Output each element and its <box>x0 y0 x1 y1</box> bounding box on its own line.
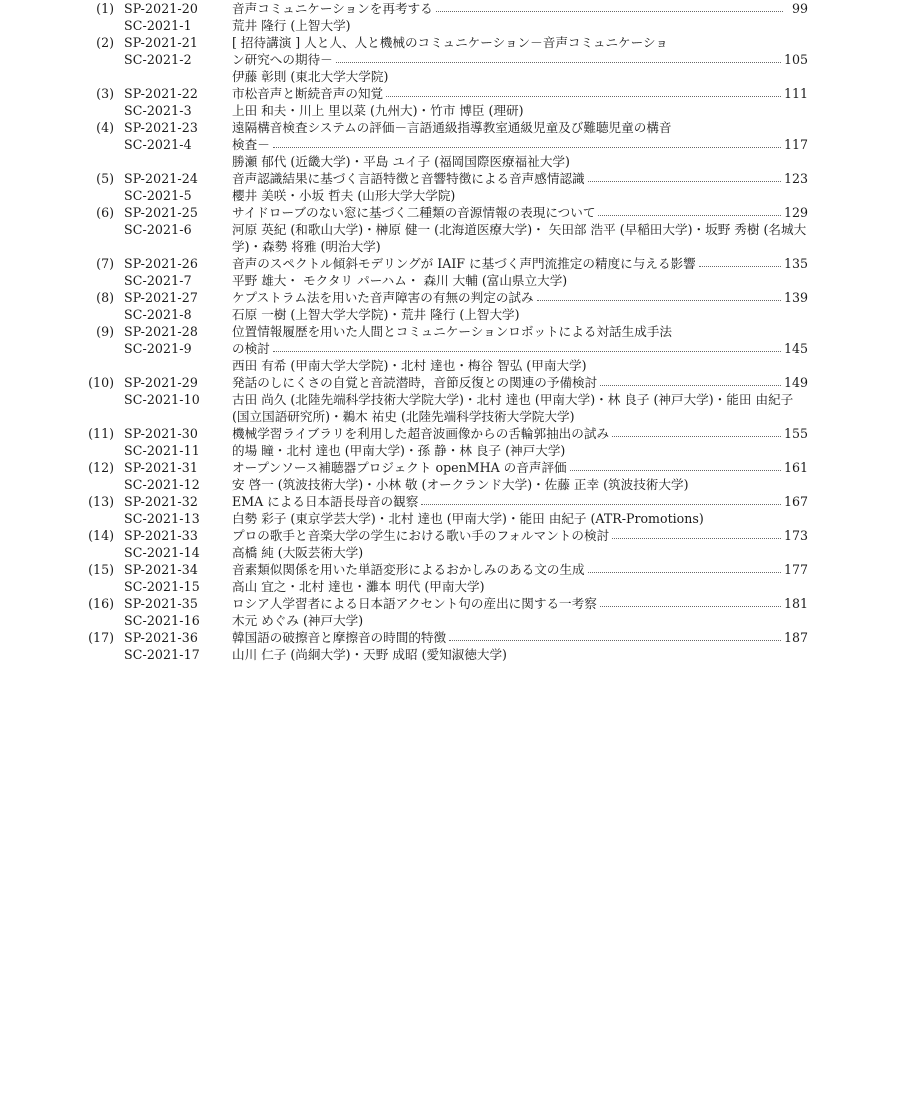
sp-code: SP-2021-23 <box>124 120 198 135</box>
entry-authors: 上田 和夫・川上 里以菜 (九州大)・竹市 博臣 (理研) <box>232 103 524 118</box>
sp-code: SP-2021-31 <box>124 460 198 475</box>
entry-number: (7) <box>96 256 114 271</box>
page-number: 155 <box>783 426 808 441</box>
entry-number: (13) <box>88 494 114 509</box>
toc-entry <box>0 85 920 119</box>
entry-title: プロの歌手と音楽大学の学生における歌い手のフォルマントの検討 <box>232 528 610 543</box>
entry-number: (16) <box>88 596 114 611</box>
entry-number: (3) <box>96 86 114 101</box>
sc-code: SC-2021-1 <box>124 18 192 33</box>
dot-leader <box>612 435 781 437</box>
entry-number: (4) <box>96 120 114 135</box>
sp-code: SP-2021-22 <box>124 86 198 101</box>
page-number: 181 <box>783 596 808 611</box>
entry-title-row <box>232 170 808 187</box>
entry-title-row <box>232 204 808 221</box>
toc-entry <box>0 425 920 459</box>
entry-number: (9) <box>96 324 114 339</box>
entry-authors: 古田 尚久 (北陸先端科学技術大学院大学)・北村 達也 (甲南大学)・林 良子 (神戸大学)・能田 由紀子 (国立国語研究所)・鵜木 祐史 (北陸先端科学技術大学院大学) <box>232 392 794 424</box>
entry-number: (12) <box>88 460 114 475</box>
entry-number: (6) <box>96 205 114 220</box>
entry-title: サイドローブのない窓に基づく二種類の音源情報の表現について <box>232 205 596 220</box>
sc-code: SC-2021-10 <box>124 392 200 407</box>
entry-authors: 白勢 彩子 (東京学芸大学)・北村 達也 (甲南大学)・能田 由紀子 (ATR-Promotions) <box>232 511 704 526</box>
toc-entry <box>0 527 920 561</box>
sp-code: SP-2021-25 <box>124 205 198 220</box>
sp-code: SP-2021-33 <box>124 528 198 543</box>
entry-authors: 石原 一樹 (上智大学大学院)・荒井 隆行 (上智大学) <box>232 307 520 322</box>
entry-authors: 高山 宜之・北村 達也・灘本 明代 (甲南大学) <box>232 579 485 594</box>
dot-leader <box>421 503 781 505</box>
toc-entry <box>0 204 920 255</box>
sc-code: SC-2021-7 <box>124 273 192 288</box>
dot-leader <box>570 469 781 471</box>
entry-authors: 木元 めぐみ (神戸大学) <box>232 613 364 628</box>
toc-entry <box>0 629 920 663</box>
entry-title-row <box>232 136 808 153</box>
sc-code: SC-2021-17 <box>124 647 200 662</box>
entry-title-row <box>232 595 808 612</box>
entry-title-row <box>232 425 808 442</box>
entry-title-row <box>232 561 808 578</box>
sp-code: SP-2021-28 <box>124 324 198 339</box>
dot-leader <box>588 571 781 573</box>
dot-leader <box>588 180 781 182</box>
toc-entry <box>0 119 920 170</box>
entry-title: 音声認識結果に基づく言語特徴と音響特徴による音声感情認識 <box>232 171 585 186</box>
entry-title-row <box>232 340 808 357</box>
page-number: 161 <box>783 460 808 475</box>
dot-leader <box>386 95 781 97</box>
sp-code: SP-2021-24 <box>124 171 198 186</box>
entry-title-row <box>232 629 808 646</box>
page-number: 167 <box>783 494 808 509</box>
page-number: 173 <box>783 528 808 543</box>
dot-leader <box>699 265 781 267</box>
sc-code: SC-2021-2 <box>124 52 192 67</box>
entry-authors: 平野 雄大・ モクタリ パーハム・ 森川 大輔 (富山県立大学) <box>232 273 568 288</box>
dot-leader <box>600 384 781 386</box>
entry-number: (1) <box>96 1 114 16</box>
entry-authors: 荒井 隆行 (上智大学) <box>232 18 351 33</box>
entry-title-row <box>232 493 808 510</box>
entry-title: ケプストラム法を用いた音声障害の有無の判定の試み <box>232 290 534 305</box>
dot-leader <box>273 146 781 148</box>
sp-code: SP-2021-36 <box>124 630 198 645</box>
toc-entry <box>0 493 920 527</box>
entry-number: (8) <box>96 290 114 305</box>
entry-title: 検査－ <box>232 137 270 152</box>
entry-authors: 安 啓一 (筑波技術大学)・小林 敬 (オークランド大学)・佐藤 正幸 (筑波技術大学) <box>232 477 689 492</box>
entry-authors: 西田 有希 (甲南大学大学院)・北村 達也・梅谷 智弘 (甲南大学) <box>232 358 587 373</box>
entry-title-row <box>232 85 808 102</box>
entry-number: (5) <box>96 171 114 186</box>
entry-number: (10) <box>88 375 114 390</box>
sc-code: SC-2021-14 <box>124 545 200 560</box>
entry-title: 発話のしにくさの自覚と音読潜時，音節反復との関連の予備検討 <box>232 375 598 390</box>
page-number: 149 <box>783 375 808 390</box>
entry-title-row <box>232 527 808 544</box>
entry-title: の検討 <box>232 341 270 356</box>
entry-title: EMA による日本語長母音の観察 <box>232 494 419 509</box>
entry-title-row <box>232 255 808 272</box>
entry-title: 音声のスペクトル傾斜モデリングが IAIF に基づく声門流推定の精度に与える影響 <box>232 256 696 271</box>
toc-entry <box>0 459 920 493</box>
entry-title: 機械学習ライブラリを利用した超音波画像からの舌輪郭抽出の試み <box>232 426 610 441</box>
toc-entry <box>0 374 920 425</box>
sc-code: SC-2021-5 <box>124 188 192 203</box>
entry-authors: 山川 仁子 (尚絅大学)・天野 成昭 (愛知淑徳大学) <box>232 647 507 662</box>
entry-title: 韓国語の破擦音と摩擦音の時間的特徴 <box>232 630 447 645</box>
sc-code: SC-2021-6 <box>124 222 192 237</box>
sp-code: SP-2021-21 <box>124 35 198 50</box>
entry-title-line: [ 招待講演 ] 人と人、人と機械のコミュニケーション－音声コミュニケーショ <box>232 35 668 50</box>
page-number: 177 <box>783 562 808 577</box>
entry-authors: 河原 英紀 (和歌山大学)・榊原 健一 (北海道医療大学)・ 矢田部 浩平 (早稲田大学)・坂野 秀樹 (名城大学)・森勢 将雅 (明治大学) <box>232 222 807 254</box>
sc-code: SC-2021-16 <box>124 613 200 628</box>
sc-code: SC-2021-4 <box>124 137 192 152</box>
entry-title-row <box>232 289 808 306</box>
entry-authors: 櫻井 美咲・小坂 哲夫 (山形大学大学院) <box>232 188 456 203</box>
dot-leader <box>600 605 781 607</box>
page-number: 99 <box>791 1 808 16</box>
page-number: 111 <box>783 86 808 101</box>
entry-authors: 勝瀬 郁代 (近畿大学)・平島 ユイ子 (福岡国際医療福祉大学) <box>232 154 570 169</box>
entry-number: (17) <box>88 630 114 645</box>
sc-code: SC-2021-11 <box>124 443 200 458</box>
toc-entry <box>0 289 920 323</box>
dot-leader <box>612 537 781 539</box>
entry-title-line: 遠隔構音検査システムの評価－言語通級指導教室通級児童及び難聴児童の構音 <box>232 120 672 135</box>
sp-code: SP-2021-34 <box>124 562 198 577</box>
dot-leader <box>436 10 783 12</box>
toc-entry <box>0 34 920 85</box>
sp-code: SP-2021-29 <box>124 375 198 390</box>
toc-entry <box>0 561 920 595</box>
entry-title: ロシア人学習者による日本語アクセント句の産出に関する一考察 <box>232 596 597 611</box>
entry-title: 音素類似関係を用いた単語変形によるおかしみのある文の生成 <box>232 562 585 577</box>
page-number: 139 <box>783 290 808 305</box>
entry-title: 音声コミュニケーションを再考する <box>232 1 433 16</box>
entry-authors: 高橋 純 (大阪芸術大学) <box>232 545 364 560</box>
entry-title-row <box>232 374 808 391</box>
dot-leader <box>598 214 780 216</box>
toc-entry <box>0 595 920 629</box>
sc-code: SC-2021-8 <box>124 307 192 322</box>
page-number: 187 <box>783 630 808 645</box>
entry-title-row <box>232 51 808 68</box>
entry-title: 市松音声と断続音声の知覚 <box>232 86 384 101</box>
sp-code: SP-2021-20 <box>124 1 198 16</box>
toc-entry <box>0 255 920 289</box>
page-number: 105 <box>783 52 808 67</box>
entry-authors: 伊藤 彰則 (東北大学大学院) <box>232 69 389 84</box>
sp-code: SP-2021-35 <box>124 596 198 611</box>
toc-entry <box>0 170 920 204</box>
page-number: 123 <box>783 171 808 186</box>
sp-code: SP-2021-32 <box>124 494 198 509</box>
page-number: 129 <box>783 205 808 220</box>
entry-number: (2) <box>96 35 114 50</box>
entry-title: ン研究への期待－ <box>232 52 333 67</box>
sc-code: SC-2021-15 <box>124 579 200 594</box>
sp-code: SP-2021-27 <box>124 290 198 305</box>
toc-entry <box>0 323 920 374</box>
toc-entry <box>0 0 920 34</box>
page-number: 135 <box>783 256 808 271</box>
entry-title: オープンソース補聴器プロジェクト openMHA の音声評価 <box>232 460 567 475</box>
entry-authors: 的場 瞳・北村 達也 (甲南大学)・孫 静・林 良子 (神戸大学) <box>232 443 566 458</box>
sp-code: SP-2021-30 <box>124 426 198 441</box>
dot-leader <box>449 639 781 641</box>
sc-code: SC-2021-13 <box>124 511 200 526</box>
sp-code: SP-2021-26 <box>124 256 198 271</box>
sc-code: SC-2021-9 <box>124 341 192 356</box>
entry-number: (15) <box>88 562 114 577</box>
entry-title-row <box>232 0 808 17</box>
entry-number: (11) <box>88 426 114 441</box>
sc-code: SC-2021-12 <box>124 477 200 492</box>
dot-leader <box>273 350 781 352</box>
page-number: 145 <box>783 341 808 356</box>
sc-code: SC-2021-3 <box>124 103 192 118</box>
page-number: 117 <box>783 137 808 152</box>
entry-number: (14) <box>88 528 114 543</box>
entry-title-row <box>232 459 808 476</box>
entry-title-line: 位置情報履歴を用いた人間とコミュニケーションロボットによる対話生成手法 <box>232 324 673 339</box>
dot-leader <box>336 61 781 63</box>
dot-leader <box>537 299 781 301</box>
